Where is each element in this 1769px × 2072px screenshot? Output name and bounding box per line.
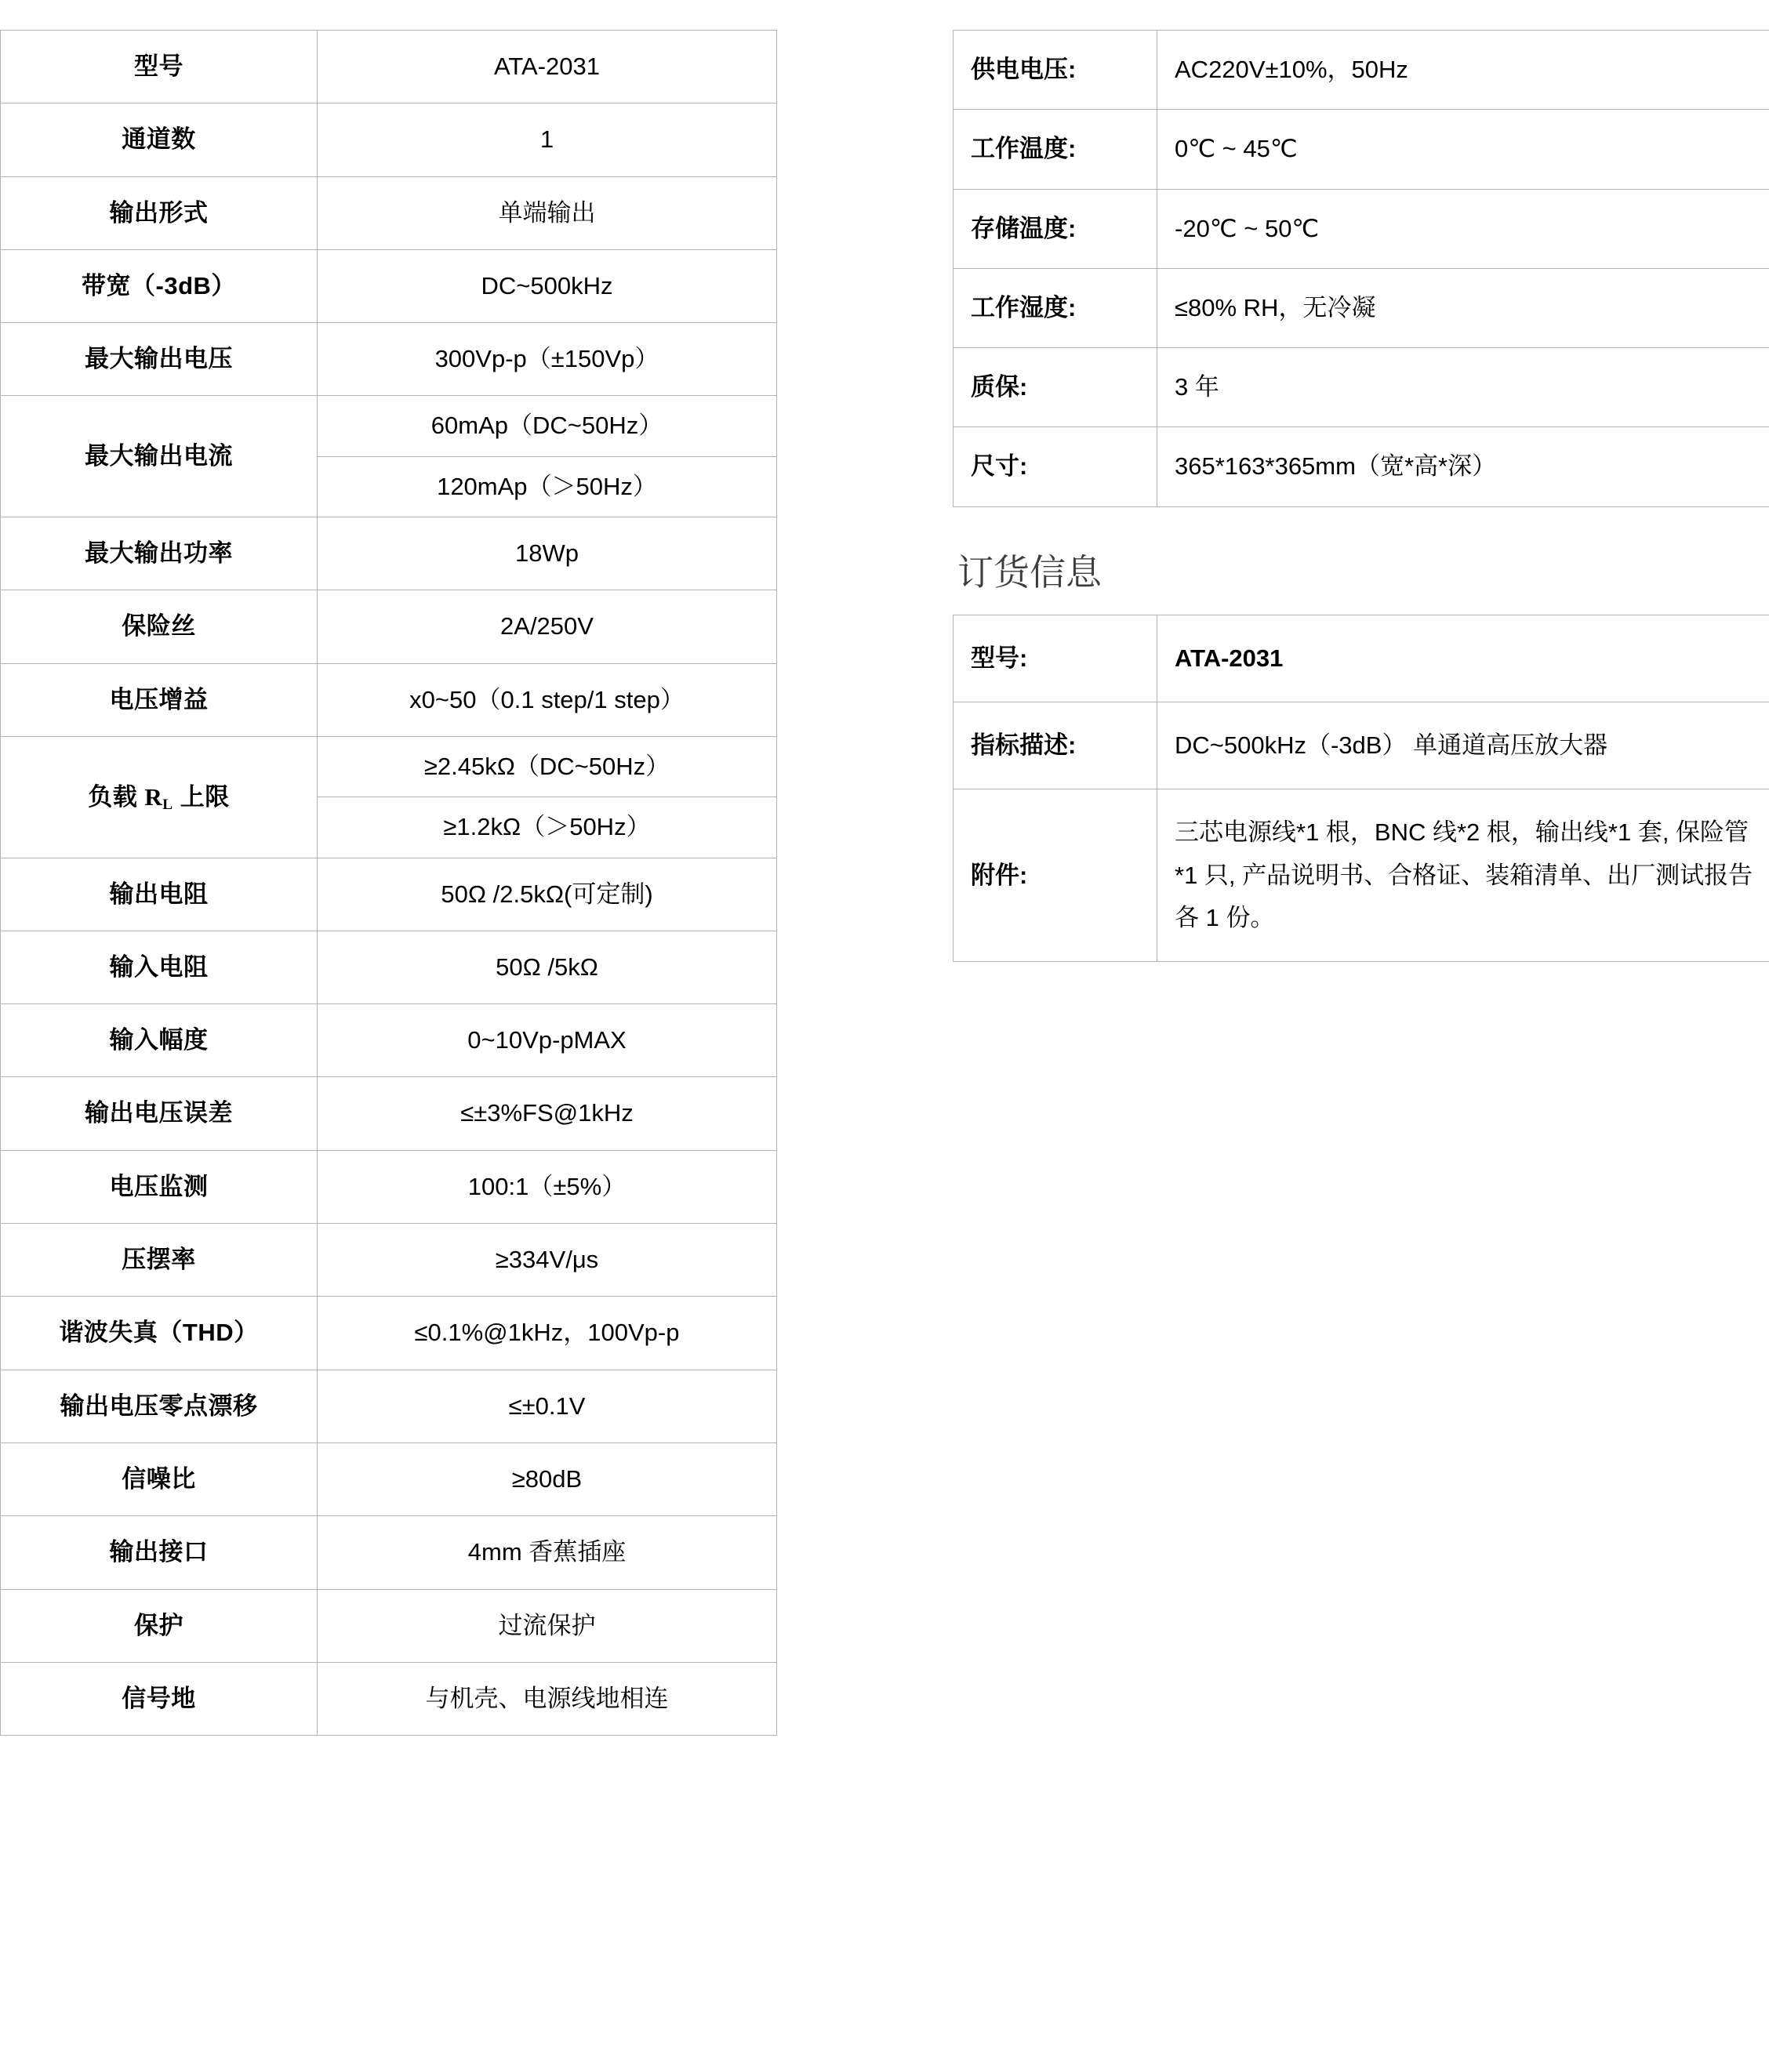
spec-value: ≥1.2kΩ（＞50Hz） [318,797,777,858]
env-label: 工作湿度: [954,268,1157,347]
table-row [1,1662,777,1735]
table-row [954,789,1769,962]
env-value: 0℃ ~ 45℃ [1157,110,1769,189]
spec-label: 信号地 [1,1662,318,1735]
env-label: 工作温度: [954,110,1157,189]
order-label: 附件: [954,789,1157,962]
table-row [954,615,1769,702]
table-row [954,427,1769,506]
spec-value: 300Vp-p（±150Vp） [318,323,777,396]
table-row [1,1297,777,1370]
table-row [1,1004,777,1077]
order-label: 型号: [954,615,1157,702]
table-row [954,702,1769,789]
spec-value: 100:1（±5%） [318,1150,777,1223]
env-label: 质保: [954,348,1157,427]
spec-value: ≤±3%FS@1kHz [318,1077,777,1150]
spec-label: 信噪比 [1,1442,318,1515]
table-row [1,1516,777,1589]
spec-label: 输出接口 [1,1516,318,1589]
spec-label: 输入电阻 [1,931,318,1003]
table-row [1,590,777,663]
spec-value: 0~10Vp-pMAX [318,1004,777,1077]
table-row [954,268,1769,347]
table-row [954,110,1769,189]
spec-value: ≥334V/μs [318,1224,777,1297]
env-label: 供电电压: [954,31,1157,110]
spec-label: 保险丝 [1,590,318,663]
spec-label: 输出形式 [1,176,318,249]
load-label-subscript: L [162,796,173,813]
table-row [1,736,777,797]
table-row [1,103,777,176]
spec-value: 120mAp（＞50Hz） [318,456,777,517]
table-row [1,1150,777,1223]
table-row [1,323,777,396]
spec-label: 输出电压误差 [1,1077,318,1150]
spec-value: 18Wp [318,517,777,590]
spec-value: ≤0.1%@1kHz，100Vp-p [318,1297,777,1370]
spec-value: 60mAp（DC~50Hz） [318,396,777,456]
spec-label: 压摆率 [1,1224,318,1297]
spec-label: 通道数 [1,103,318,176]
table-row [1,1589,777,1662]
table-row [954,348,1769,427]
table-row [1,1442,777,1515]
spec-value: ATA-2031 [318,31,777,103]
spec-value: 与机壳、电源线地相连 [318,1662,777,1735]
env-value: ≤80% RH，无冷凝 [1157,268,1769,347]
table-row [1,663,777,736]
spec-label: 输出电阻 [1,858,318,931]
spec-value: ≥80dB [318,1442,777,1515]
spec-value: 4mm 香蕉插座 [318,1516,777,1589]
spec-value: 50Ω /5kΩ [318,931,777,1003]
spec-label: 带宽（-3dB） [1,249,318,322]
order-value-model: ATA-2031 [1157,615,1769,702]
order-label: 指标描述: [954,702,1157,789]
table-row [1,931,777,1003]
order-value-accessories: 三芯电源线*1 根，BNC 线*2 根，输出线*1 套, 保险管*1 只, 产品说明书、合格证、装箱清单、出厂测试报告各 1 份。 [1157,789,1769,962]
table-row [1,858,777,931]
spec-value: 50Ω /2.5kΩ(可定制) [318,858,777,931]
spec-label: 谐波失真（THD） [1,1297,318,1370]
env-value: -20℃ ~ 50℃ [1157,189,1769,268]
right-column [953,30,1769,962]
table-row [1,1224,777,1297]
left-column [0,30,776,1736]
env-label: 尺寸: [954,427,1157,506]
spec-label: 输入幅度 [1,1004,318,1077]
spec-value: 单端输出 [318,176,777,249]
table-row [1,1370,777,1442]
table-row [1,517,777,590]
spec-value: 1 [318,103,777,176]
spec-label: 最大输出电流 [1,396,318,517]
spec-label: 最大输出电压 [1,323,318,396]
spec-label-load [1,736,318,858]
order-section-heading: 订货信息 [957,551,1102,593]
load-label-symbol: R [144,782,163,811]
spec-label: 型号 [1,31,318,103]
order-information-table [953,615,1769,962]
table-row [1,396,777,456]
table-row [954,31,1769,110]
table-row [1,31,777,103]
specification-table [0,30,777,1736]
spec-value: DC~500kHz [318,249,777,322]
spec-label: 保护 [1,1589,318,1662]
environment-table [953,30,1769,507]
load-label-prefix: 负载 [88,782,145,811]
env-value: 3 年 [1157,348,1769,427]
spec-label: 输出电压零点漂移 [1,1370,318,1442]
spec-value: ≥2.45kΩ（DC~50Hz） [318,736,777,797]
spec-label: 电压监测 [1,1150,318,1223]
table-row [1,176,777,249]
table-row [954,189,1769,268]
spec-value: 2A/250V [318,590,777,663]
table-row [1,1077,777,1150]
spec-value: ≤±0.1V [318,1370,777,1442]
env-label: 存储温度: [954,189,1157,268]
spec-label: 电压增益 [1,663,318,736]
order-value-description: DC~500kHz（-3dB） 单通道高压放大器 [1157,702,1769,789]
spec-label: 最大输出功率 [1,517,318,590]
env-value: 365*163*365mm（宽*高*深） [1157,427,1769,506]
spec-value: 过流保护 [318,1589,777,1662]
table-row [1,249,777,322]
load-label-suffix: 上限 [173,782,230,811]
env-value: AC220V±10%，50Hz [1157,31,1769,110]
spec-value: x0~50（0.1 step/1 step） [318,663,777,736]
